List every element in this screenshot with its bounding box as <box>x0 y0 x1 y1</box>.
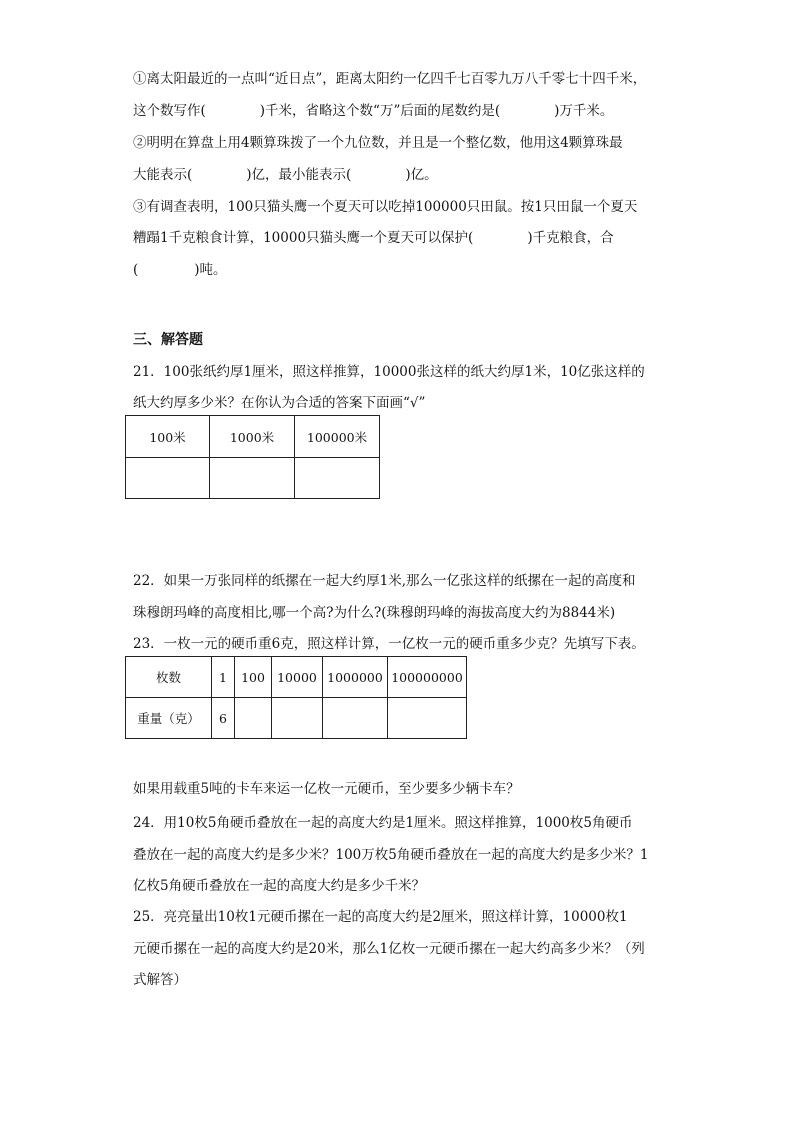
q20-line-5: ③有调查表明，100只猫头鹰一个夏天可以吃掉100000只田鼠。按1只田鼠一个夏天 <box>133 199 638 215</box>
q25-line-3: 式解答） <box>133 972 187 988</box>
table-input-cell[interactable] <box>235 698 272 739</box>
q21-option: 1000米 <box>210 416 295 458</box>
q20-line-6 <box>133 226 614 246</box>
q20-text: )亿，最小能表示( <box>246 167 352 183</box>
q23-follow-up: 如果用载重5吨的卡车来运一亿枚一元硬币，至少要多少辆卡车？ <box>133 781 520 797</box>
table-header: 100 <box>235 657 272 698</box>
q20-text: ( <box>133 262 139 278</box>
q20-line-3: ②明明在算盘上用4颗算珠拨了一个九位数，并且是一个整亿数，他用这4颗算珠最 <box>133 135 623 151</box>
q24-line-3: 亿枚5角硬币叠放在一起的高度大约是多少千米？ <box>133 878 426 894</box>
q20-line-4 <box>133 163 438 183</box>
q24-line-1: 24．用10枚5角硬币叠放在一起的高度大约是1厘米。照这样推算，1000枚5角硬币 <box>133 815 633 831</box>
q21-line-2: 纸大约厚多少米？在你认为合适的答案下面画“√” <box>133 395 426 411</box>
q23-line-1: 23．一枚一元的硬币重6克，照这样计算，一亿枚一元的硬币重多少克？先填写下表。 <box>133 636 645 652</box>
q20-line-7 <box>133 258 227 278</box>
q25-line-2: 元硬币摞在一起的高度大约是20米，那么1亿枚一元硬币摞在一起大约高多少米？（列 <box>133 941 645 957</box>
q25-line-1: 25．亮亮量出10枚1元硬币摞在一起的高度大约是2厘米，照这样计算，10000枚1 <box>133 909 628 925</box>
table-cell: 6 <box>212 698 235 739</box>
q20-text: )千克粮食，合 <box>527 230 614 246</box>
table-input-cell[interactable] <box>388 698 467 739</box>
q22-line-2: 珠穆朗玛峰的高度相比,哪一个高?为什么?(珠穆朗玛峰的海拔高度大约为8844米) <box>133 605 616 621</box>
q24-line-2: 叠放在一起的高度大约是多少米？100万枚5角硬币叠放在一起的高度大约是多少米？1 <box>133 847 649 863</box>
q21-option: 100米 <box>126 416 210 458</box>
q20-text: 糟蹋1千克粮食计算，10000只猫头鹰一个夏天可以保护( <box>133 230 474 246</box>
q21-line-1: 21．100张纸约厚1厘米，照这样推算，10000张这样的纸大约厚1米，10亿张这样的 <box>133 364 645 380</box>
q20-text: )千米，省略这个数“万”后面的尾数约是( <box>259 103 501 119</box>
q20-line-1: ①离太阳最近的一点叫“近日点”，距离太阳约一亿四千七百零九万八千零七十四千米， <box>133 71 647 87</box>
table-input-cell[interactable] <box>323 698 388 739</box>
table-cell: 重量（克） <box>126 698 212 739</box>
table-header: 1 <box>212 657 235 698</box>
table-header: 100000000 <box>388 657 467 698</box>
q21-check-cell[interactable] <box>126 458 210 499</box>
table-header: 枚数 <box>126 657 212 698</box>
q23-fill-table <box>125 656 467 739</box>
section-title: 三、解答题 <box>133 332 203 348</box>
q21-check-cell[interactable] <box>295 458 380 499</box>
q21-option: 100000米 <box>295 416 380 458</box>
q20-text: 这个数写作( <box>133 103 206 119</box>
q21-answer-table <box>125 415 380 499</box>
table-input-cell[interactable] <box>272 698 323 739</box>
q20-line-2 <box>133 99 613 119</box>
q20-text: )万千米。 <box>554 103 614 119</box>
q20-text: )吨。 <box>194 262 227 278</box>
q22-line-1: 22．如果一万张同样的纸摞在一起大约厚1米,那么一亿张这样的纸摞在一起的高度和 <box>133 573 636 589</box>
q21-check-cell[interactable] <box>210 458 295 499</box>
table-header: 10000 <box>272 657 323 698</box>
table-header: 1000000 <box>323 657 388 698</box>
q20-text: )亿。 <box>405 167 438 183</box>
q20-text: 大能表示( <box>133 167 193 183</box>
